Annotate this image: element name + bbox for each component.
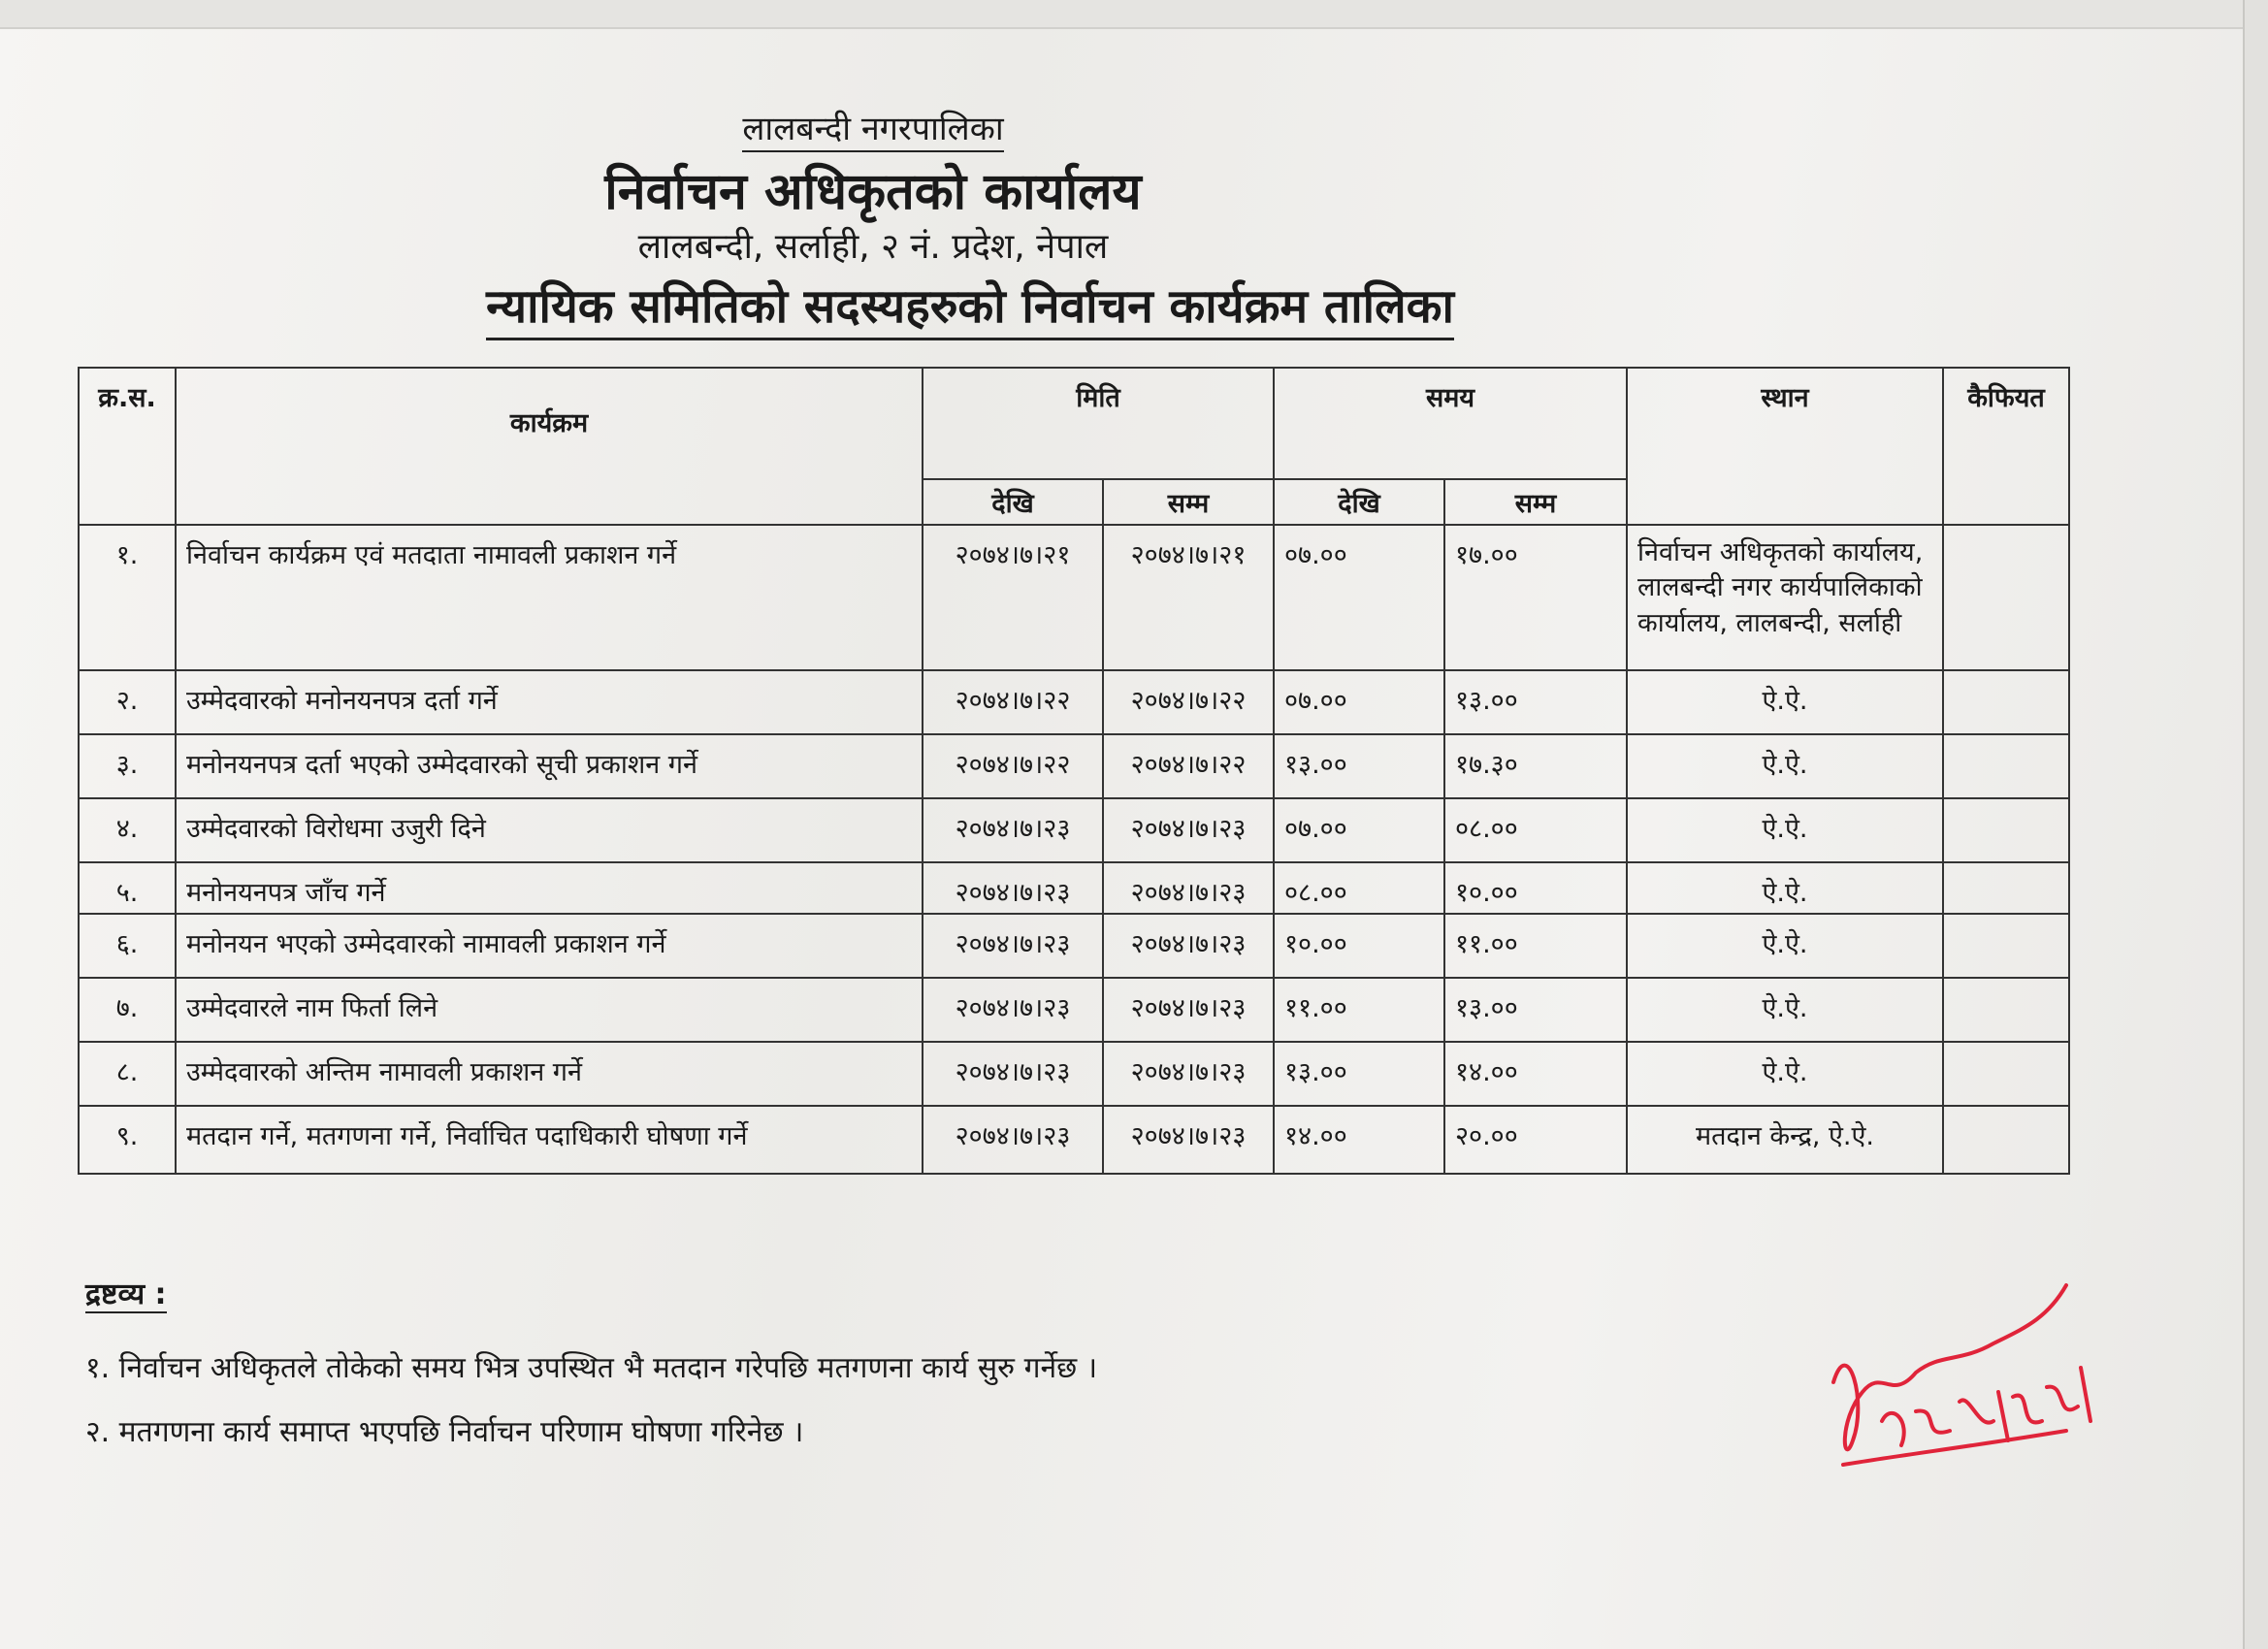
row-date-from: २०७४।७।२३ [923, 978, 1103, 1042]
row-place: ऐ.ऐ. [1627, 670, 1943, 734]
header-program: कार्यक्रम [176, 368, 923, 525]
office-name: निर्वाचन अधिकृतको कार्यालय [604, 163, 1142, 221]
row-place: निर्वाचन अधिकृतको कार्यालय, लालबन्दी नगर कार्यपालिकाको कार्यालय, लालबन्दी, सर्लाही [1627, 525, 1943, 670]
row-time-to: १४.०० [1444, 1042, 1627, 1106]
header-sn: क्र.स. [79, 368, 176, 525]
table-row [79, 798, 2069, 862]
row-remarks [1943, 862, 2069, 914]
row-place: ऐ.ऐ. [1627, 798, 1943, 862]
row-time-to: १३.०० [1444, 670, 1627, 734]
row-time-to: २०.०० [1444, 1106, 1627, 1174]
row-program: उम्मेदवारको अन्तिम नामावली प्रकाशन गर्ने [176, 1042, 923, 1106]
row-time-to: ११.०० [1444, 914, 1627, 978]
row-date-from: २०७४।७।२१ [923, 525, 1103, 670]
row-time-from: १३.०० [1274, 1042, 1444, 1106]
header-date-to: सम्म [1103, 479, 1274, 525]
row-program: निर्वाचन कार्यक्रम एवं मतदाता नामावली प्रकाशन गर्ने [176, 525, 923, 670]
row-date-to: २०७४।७।२३ [1103, 1106, 1274, 1174]
row-time-from: ११.०० [1274, 978, 1444, 1042]
row-date-to: २०७४।७।२३ [1103, 862, 1274, 914]
note-item-2: २. मतगणना कार्य समाप्त भएपछि निर्वाचन परिणाम घोषणा गरिनेछ । [85, 1415, 804, 1449]
row-date-from: २०७४।७।२३ [923, 1106, 1103, 1174]
header-place: स्थान [1627, 368, 1943, 525]
note-item-1: १. निर्वाचन अधिकृतले तोकेको समय भित्र उपस्थित भै मतदान गरेपछि मतगणना कार्य सुरु गर्नेछ । [85, 1351, 1098, 1385]
row-place: ऐ.ऐ. [1627, 862, 1943, 914]
row-date-to: २०७४।७।२२ [1103, 670, 1274, 734]
schedule-table [78, 367, 2070, 1175]
notes-heading: द्रष्टव्य : [85, 1277, 167, 1311]
table-row [79, 914, 2069, 978]
row-place: ऐ.ऐ. [1627, 914, 1943, 978]
row-time-from: ०७.०० [1274, 798, 1444, 862]
row-date-to: २०७४।७।२१ [1103, 525, 1274, 670]
row-time-to: १३.०० [1444, 978, 1627, 1042]
row-program: उम्मेदवारको विरोधमा उजुरी दिने [176, 798, 923, 862]
row-time-from: १३.०० [1274, 734, 1444, 798]
header-time: समय [1274, 368, 1627, 479]
row-program: मतदान गर्ने, मतगणना गर्ने, निर्वाचित पदाधिकारी घोषणा गर्ने [176, 1106, 923, 1174]
row-remarks [1943, 1106, 2069, 1174]
header-remarks: कैफियत [1943, 368, 2069, 525]
header-time-to: सम्म [1444, 479, 1627, 525]
header-date-from: देखि [923, 479, 1103, 525]
row-time-from: १४.०० [1274, 1106, 1444, 1174]
row-place: ऐ.ऐ. [1627, 978, 1943, 1042]
row-sn: ९. [79, 1106, 176, 1174]
row-sn: ५. [79, 862, 176, 914]
row-date-from: २०७४।७।२३ [923, 862, 1103, 914]
page-right-edge [2243, 0, 2268, 1649]
row-sn: ४. [79, 798, 176, 862]
row-program: मनोनयन भएको उम्मेदवारको नामावली प्रकाशन गर्ने [176, 914, 923, 978]
row-time-from: ०७.०० [1274, 525, 1444, 670]
row-program: मनोनयनपत्र जाँच गर्ने [176, 862, 923, 914]
row-program: उम्मेदवारले नाम फिर्ता लिने [176, 978, 923, 1042]
office-address: लालबन्दी, सर्लाही, २ नं. प्रदेश, नेपाल [637, 227, 1109, 267]
row-program: मनोनयनपत्र दर्ता भएको उम्मेदवारको सूची प्रकाशन गर्ने [176, 734, 923, 798]
municipality-name: लालबन्दी नगरपालिका [0, 105, 1746, 149]
table-row [79, 862, 2069, 914]
row-remarks [1943, 525, 2069, 670]
row-sn: ७. [79, 978, 176, 1042]
handwritten-signature [1824, 1276, 2134, 1479]
row-date-from: २०७४।७।२३ [923, 914, 1103, 978]
row-remarks [1943, 798, 2069, 862]
table-row [79, 978, 2069, 1042]
row-date-from: २०७४।७।२२ [923, 734, 1103, 798]
row-remarks [1943, 978, 2069, 1042]
table-row [79, 734, 2069, 798]
row-time-from: ०८.०० [1274, 862, 1444, 914]
row-date-to: २०७४।७।२३ [1103, 914, 1274, 978]
row-place: ऐ.ऐ. [1627, 734, 1943, 798]
row-date-to: २०७४।७।२३ [1103, 978, 1274, 1042]
table-row [79, 525, 2069, 670]
row-date-from: २०७४।७।२२ [923, 670, 1103, 734]
row-date-to: २०७४।७।२३ [1103, 798, 1274, 862]
row-sn: २. [79, 670, 176, 734]
row-place: मतदान केन्द्र, ऐ.ऐ. [1627, 1106, 1943, 1174]
row-date-to: २०७४।७।२२ [1103, 734, 1274, 798]
page-top-edge [0, 0, 2268, 29]
row-date-to: २०७४।७।२३ [1103, 1042, 1274, 1106]
header-date: मिति [923, 368, 1274, 479]
header-time-from: देखि [1274, 479, 1444, 525]
signature-strokes [1833, 1285, 2090, 1465]
row-time-to: ०८.०० [1444, 798, 1627, 862]
row-date-from: २०७४।७।२३ [923, 798, 1103, 862]
row-sn: १. [79, 525, 176, 670]
row-program: उम्मेदवारको मनोनयनपत्र दर्ता गर्ने [176, 670, 923, 734]
row-remarks [1943, 734, 2069, 798]
row-time-from: ०७.०० [1274, 670, 1444, 734]
row-sn: ३. [79, 734, 176, 798]
row-place: ऐ.ऐ. [1627, 1042, 1943, 1106]
row-date-from: २०७४।७।२३ [923, 1042, 1103, 1106]
row-time-from: १०.०० [1274, 914, 1444, 978]
row-time-to: १७.३० [1444, 734, 1627, 798]
table-row [79, 1106, 2069, 1174]
table-row [79, 1042, 2069, 1106]
row-remarks [1943, 670, 2069, 734]
document-title: न्यायिक समितिको सदस्यहरुको निर्वाचन कार्यक्रम तालिका [97, 274, 1843, 337]
row-time-to: १०.०० [1444, 862, 1627, 914]
row-sn: ६. [79, 914, 176, 978]
row-time-to: १७.०० [1444, 525, 1627, 670]
table-row [79, 670, 2069, 734]
row-remarks [1943, 914, 2069, 978]
row-sn: ८. [79, 1042, 176, 1106]
row-remarks [1943, 1042, 2069, 1106]
